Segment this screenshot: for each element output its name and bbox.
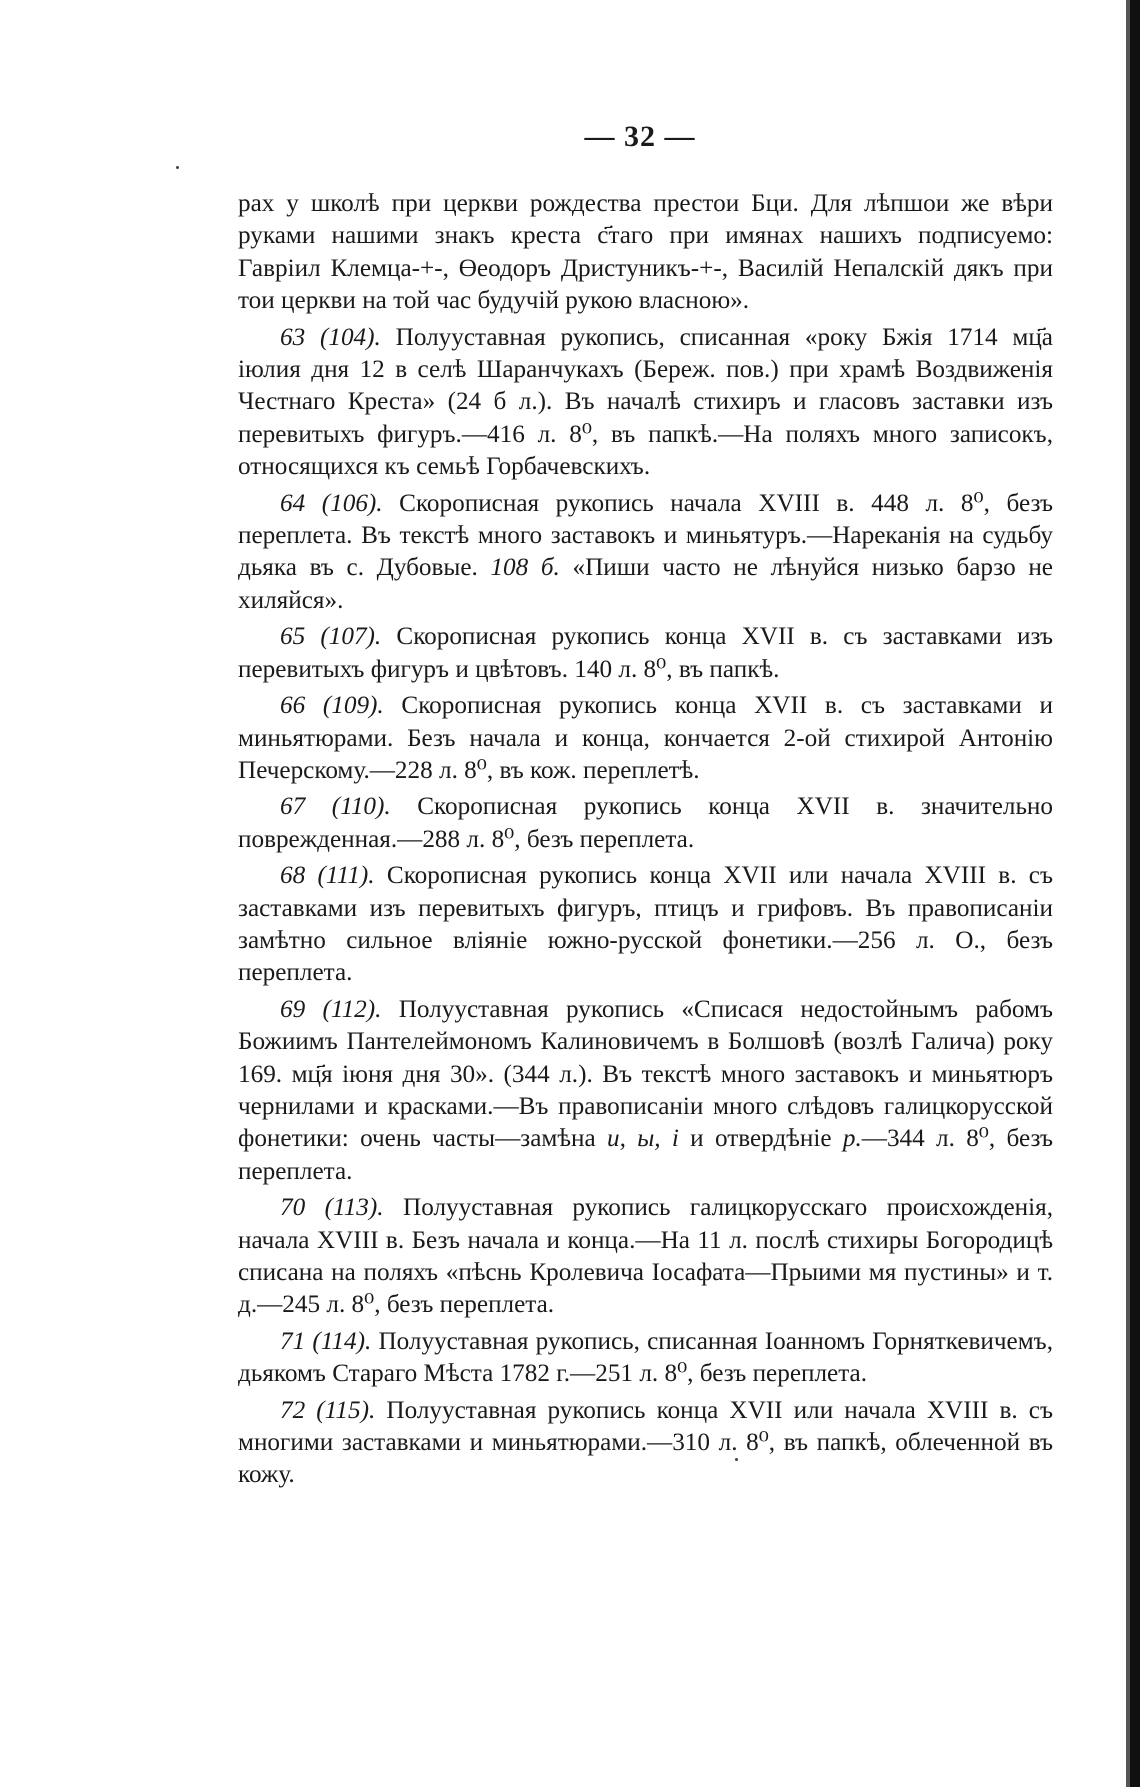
entry-text: Полууставная рукопись «Списася недостойнымъ рабомъ Божиимъ Пантелеймономъ Калиновичемъ в Болшовѣ (возлѣ Галича) року 169. мц҃я iюня дня 30». (344 л.). Въ текстѣ много заставокъ и миньятюръ чернилами и красками.—Въ правописанiи много слѣдовъ галицкорусской фонетики: очень часты—замѣна xyxy=(238,995,1053,1153)
catalog-entry xyxy=(238,860,1053,990)
entry-text-italic: и, ы, і xyxy=(607,1125,679,1153)
entry-number: 70 (113). xyxy=(280,1194,384,1222)
entry-text: Полууставная рукопись конца XVII или начала XVIII в. съ многими заставками и миньятюрами.—310 л. 8⁰, въ папкѣ, облеченной въ кожу. xyxy=(238,1396,1054,1489)
entry-number: 69 (112). xyxy=(280,995,382,1023)
catalog-entry xyxy=(238,621,1053,686)
entry-number: 71 (114). xyxy=(280,1327,372,1355)
catalog-entry xyxy=(238,690,1053,787)
entry-text: Полууставная рукопись, списанная Iоанномъ Горняткевичемъ, дьякомъ Стараго Мѣста 1782 г.—251 л. 8⁰, безъ переплета. xyxy=(238,1327,1054,1388)
entry-number: 63 (104). xyxy=(280,323,381,351)
catalog-entry xyxy=(238,322,1053,484)
entry-text: Скорописная рукопись конца XVII в. съ заставками и миньятюрами. Безъ начала и конца, кончается 2-ой стихирой Антонiю Печерскому.—228 л. 8⁰, въ кож. переплетѣ. xyxy=(238,692,1053,784)
catalog-entry xyxy=(238,1326,1053,1391)
entry-number: 64 (106). xyxy=(280,489,383,517)
entry-text: и отвердѣнiе xyxy=(678,1125,843,1153)
entry-number: 68 (111). xyxy=(280,862,375,890)
intro-paragraph: рах у школѣ при церкви рождества престои Бци. Для лѣпшои же вѣри руками нашими знакъ креста с҃таго при имянах нашихъ подписуемо: Гаврiил Клемца-+-, Өеодоръ Дристуникъ-+-, Василiй Непалскiй дякъ при тои церкви на той час будучiй рукою власною». xyxy=(238,190,1053,315)
entry-text: Скорописная рукопись начала XVIII в. 448 л. 8⁰, безъ переплета. Въ текстѣ много заставокъ и миньятуръ.—Нареканiя на судьбу дьяка въ с. Дубовые. xyxy=(238,489,1053,582)
entry-text: Полууставная рукопись галицкорусскаго происхожденiя, начала XVIII в. Безъ начала и конца.—На 11 л. послѣ стихиры Богородицѣ списана на поляхъ «пѣснь Кролевича Iосафата—Прыими мя пустины» и т. д.—245 л. 8⁰, безъ переплета. xyxy=(238,1194,1053,1319)
entry-number: 65 (107). xyxy=(280,623,382,651)
body-text xyxy=(238,188,1053,1492)
scan-edge xyxy=(1130,0,1140,1787)
catalog-entry xyxy=(238,994,1053,1188)
catalog-entry xyxy=(238,488,1053,618)
entry-text-italic: р. xyxy=(842,1125,862,1153)
entry-number: 72 (115). xyxy=(280,1396,376,1424)
entry-text: Скорописная рукопись конца XVII в. съ заставками изъ перевитыхъ фигуръ и цвѣтовъ. 140 л. 8⁰, въ папкѣ. xyxy=(238,623,1053,683)
entry-text: Скорописная рукопись конца XVII в. значительно поврежденная.—288 л. 8⁰, безъ переплета. xyxy=(238,793,1054,853)
entry-number: 66 (109). xyxy=(280,692,384,720)
entry-text-italic: 108 б. xyxy=(490,554,560,582)
catalog-entry xyxy=(238,1192,1053,1322)
entry-text: —344 л. 8⁰, безъ переплета. xyxy=(238,1125,1053,1185)
scan-speck xyxy=(176,166,179,169)
entry-text: Скорописная рукопись конца XVII или начала XVIII в. съ заставками изъ перевитыхъ фигуръ, птицъ и грифовъ. Въ правописанiи замѣтно сильное влiянiе южно-русской фонетики.—256 л. О., безъ переплета. xyxy=(238,862,1053,987)
entry-number: 67 (110). xyxy=(280,793,391,821)
entry-text: «Пиши часто не лѣнуйся низько барзо не хиляйся». xyxy=(238,554,1053,614)
page-number: — 32 — xyxy=(584,120,696,153)
catalog-entry xyxy=(238,791,1053,856)
entry-text: Полууставная рукопись, списанная «року Бжiя 1714 мц҃а iюлия дня 12 в селѣ Шаранчукахъ (Береж. пов.) при храмѣ Воздвиженiя Честнаго Креста» (24 б л.). Въ началѣ стихиръ и гласовъ заставки изъ перевитыхъ фигуръ.—416 л. 8⁰, въ папкѣ.—На поляхъ много записокъ, относящихся къ семьѣ Горбачевскихъ. xyxy=(238,323,1053,481)
catalog-entry xyxy=(238,1395,1053,1492)
